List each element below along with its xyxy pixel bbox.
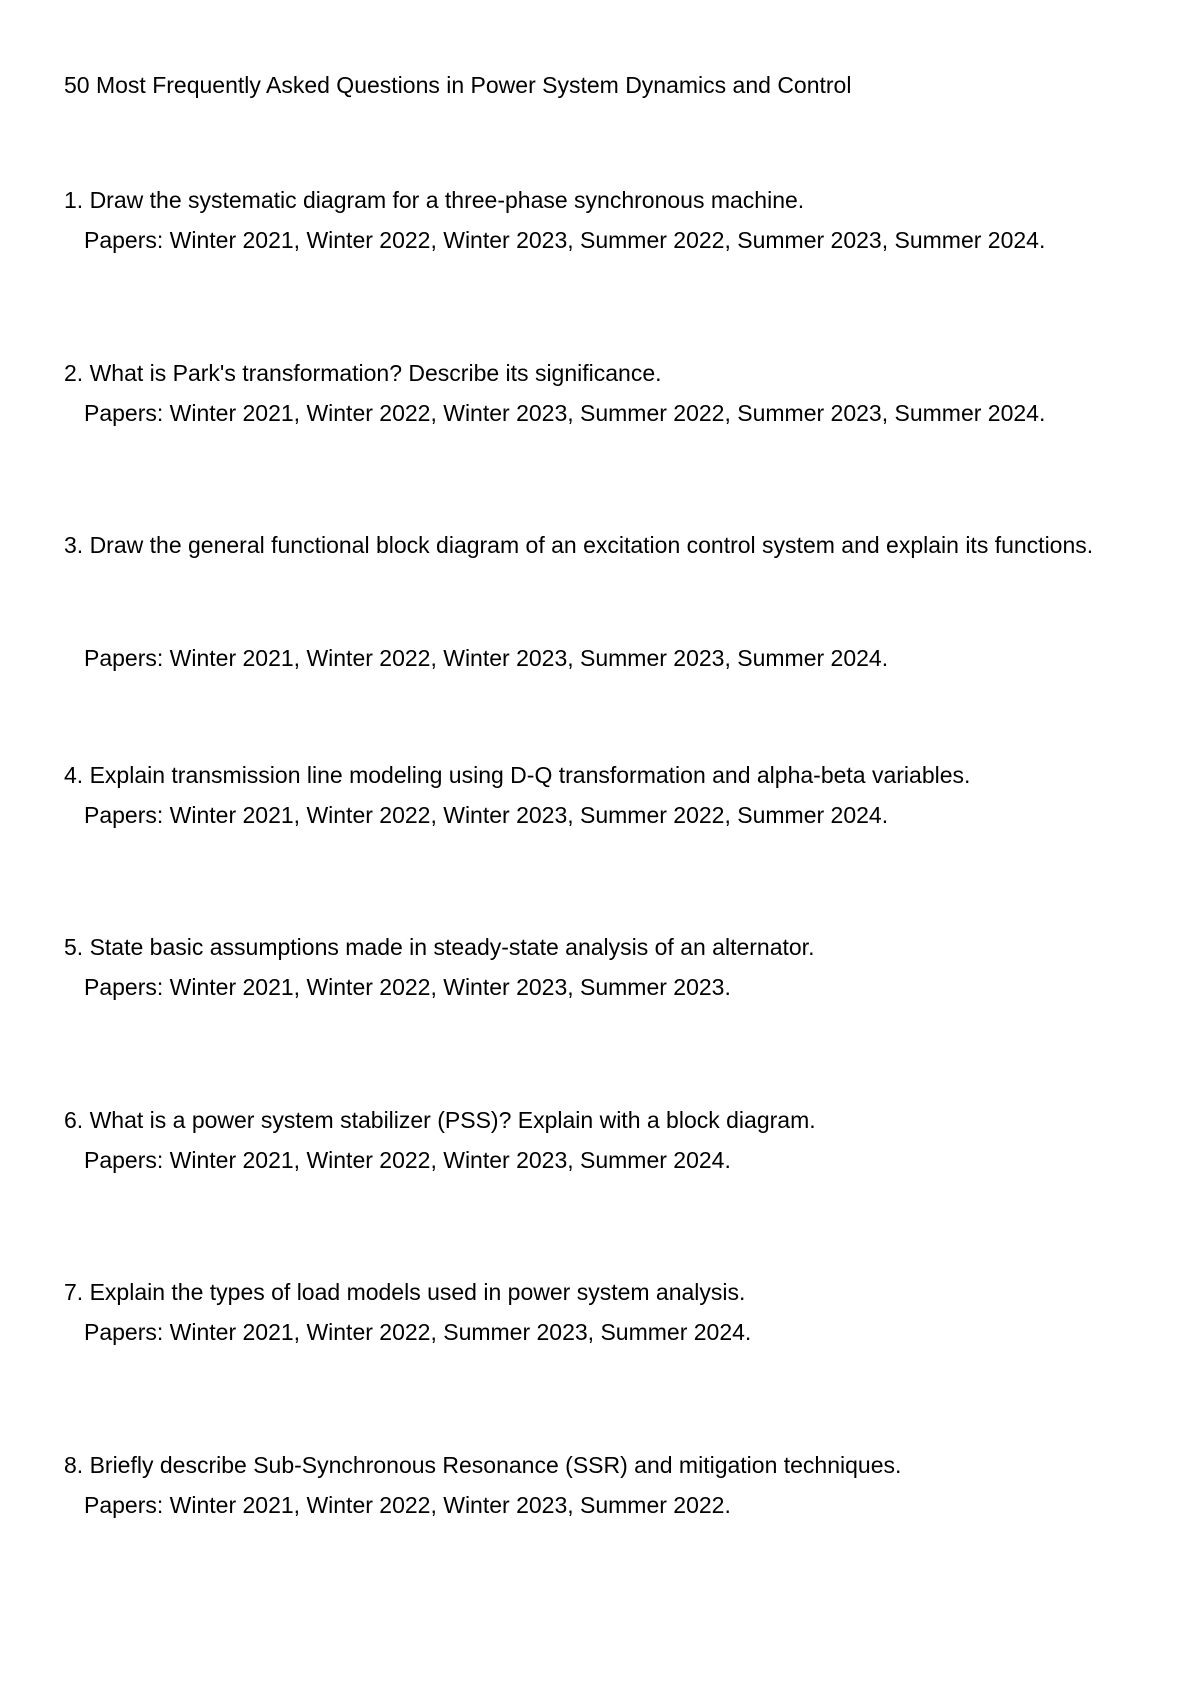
question-papers: Papers: Winter 2021, Winter 2022, Winter 2023, Summer 2022, Summer 2023, Summer 2024. <box>84 400 1046 426</box>
question-text: 4. Explain transmission line modeling using D-Q transformation and alpha-beta variables. <box>64 762 971 788</box>
question-papers: Papers: Winter 2021, Winter 2022, Winter 2023, Summer 2022, Summer 2023, Summer 2024. <box>84 227 1046 253</box>
question-text: 6. What is a power system stabilizer (PSS)? Explain with a block diagram. <box>64 1107 816 1133</box>
question-text: 1. Draw the systematic diagram for a three-phase synchronous machine. <box>64 187 805 213</box>
question-papers: Papers: Winter 2021, Winter 2022, Winter 2023, Summer 2024. <box>84 1147 731 1173</box>
question-text: 5. State basic assumptions made in steady-state analysis of an alternator. <box>64 934 815 960</box>
question-text: 8. Briefly describe Sub-Synchronous Resonance (SSR) and mitigation techniques. <box>64 1452 902 1478</box>
question-text: 7. Explain the types of load models used in power system analysis. <box>64 1279 746 1305</box>
question-text: 3. Draw the general functional block diagram of an excitation control system and explain its functions. <box>64 532 1094 558</box>
question-papers: Papers: Winter 2021, Winter 2022, Winter 2023, Summer 2022. <box>84 1492 731 1518</box>
question-text: 2. What is Park's transformation? Describe its significance. <box>64 360 662 386</box>
question-papers: Papers: Winter 2021, Winter 2022, Winter 2023, Summer 2023. <box>84 974 731 1000</box>
question-papers: Papers: Winter 2021, Winter 2022, Winter 2023, Summer 2023, Summer 2024. <box>84 645 889 671</box>
question-papers: Papers: Winter 2021, Winter 2022, Summer 2023, Summer 2024. <box>84 1319 752 1345</box>
document-title: 50 Most Frequently Asked Questions in Power System Dynamics and Control <box>64 72 852 98</box>
question-papers: Papers: Winter 2021, Winter 2022, Winter 2023, Summer 2022, Summer 2024. <box>84 802 889 828</box>
